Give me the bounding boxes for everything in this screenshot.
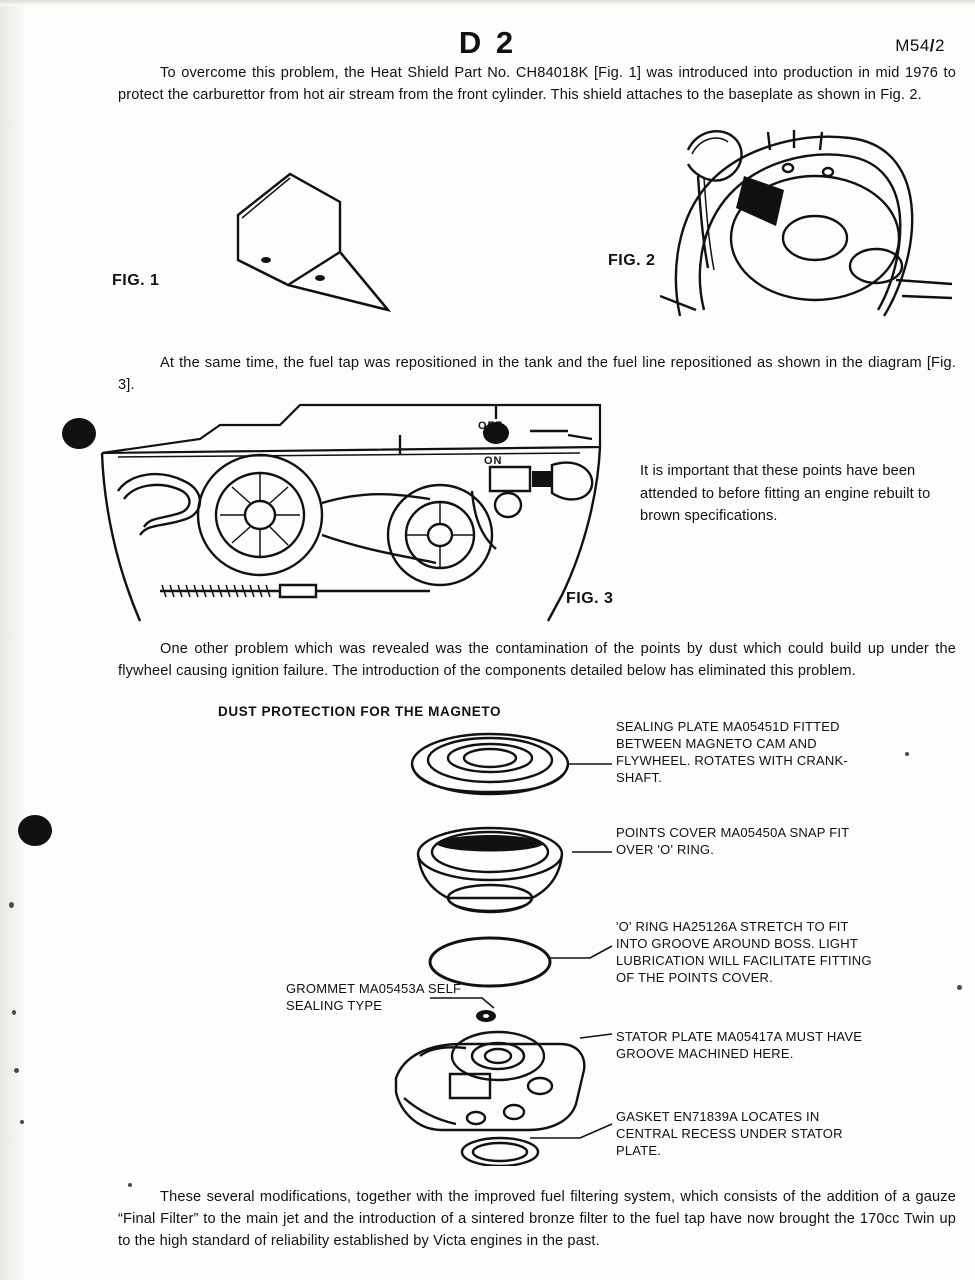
figure-3-label: FIG. 3 xyxy=(566,590,614,607)
paragraph-dust-problem: One other problem which was revealed was the contamination of the points by dust which could build up under the flywheel causing ignition failure. The introduction of the components detailed below has eliminated this problem. xyxy=(118,641,956,680)
callout-gasket: GASKET EN71839A LOCATES IN CENTRAL RECESS UNDER STATOR PLATE. xyxy=(616,1109,843,1159)
scan-speck xyxy=(14,1068,19,1073)
figure-1-heat-shield xyxy=(180,160,430,320)
fuel-tap-off-label: OFF xyxy=(478,420,503,432)
callout-o-ring: 'O' RING HA25126A STRETCH TO FIT INTO GROOVE AROUND BOSS. LIGHT LUBRICATION WILL FACILITATE FITTING OF THE POINTS COVER. xyxy=(616,919,872,986)
callout-sealing-plate: SEALING PLATE MA05451D FITTED BETWEEN MAGNETO CAM AND FLYWHEEL. ROTATES WITH CRANK-SHAFT. xyxy=(616,719,848,786)
paragraph-closing: These several modifications, together with the improved fuel filtering system, which consists of the addition of a gauze “Final Filter” to the main jet and the introduction of a sintered bronze filter to the fuel tap have now brought the 170cc Twin up to the high standard of reliability established by Victa engines in the past. xyxy=(118,1189,956,1250)
punch-hole-top xyxy=(62,418,96,449)
scan-speck xyxy=(20,1120,24,1124)
scan-edge-left xyxy=(0,0,26,1280)
punch-hole-bottom xyxy=(18,815,52,846)
callout-grommet: GROMMET MA05453A SELF SEALING TYPE xyxy=(286,981,462,1014)
figure-3-fuel-line xyxy=(100,395,610,625)
scan-speck xyxy=(9,902,14,908)
note-points-attended: It is important that these points have been attended to before fitting an engine rebuilt to brown specifications. xyxy=(640,463,931,525)
callout-points-cover: POINTS COVER MA05450A SNAP FIT OVER 'O' RING. xyxy=(616,825,850,858)
figure-2-label: FIG. 2 xyxy=(608,252,656,269)
fuel-tap-on-label: ON xyxy=(484,455,503,467)
callout-stator-plate: STATOR PLATE MA05417A MUST HAVE GROOVE MACHINED HERE. xyxy=(616,1029,863,1062)
scan-speck xyxy=(905,752,909,756)
scan-edge-top xyxy=(0,0,975,6)
paragraph-intro: To overcome this problem, the Heat Shield Part No. CH84018K [Fig. 1] was introduced into production in mid 1976 to protect the carburettor from hot air stream from the front cylinder. This shield attaches to the baseplate as shown in Fig. 2. xyxy=(118,65,956,104)
scan-speck xyxy=(957,985,962,990)
page-ref-prefix: M54 xyxy=(895,36,930,55)
callout-leader-lines xyxy=(250,720,670,1160)
page-title: D 2 xyxy=(458,24,517,60)
dust-protection-heading: DUST PROTECTION FOR THE MAGNETO xyxy=(218,704,502,719)
figure-2-baseplate xyxy=(660,120,960,320)
scan-speck xyxy=(12,1010,16,1015)
page-ref-separator: / xyxy=(929,36,936,55)
figure-1-label: FIG. 1 xyxy=(112,272,160,289)
paragraph-fuel-tap: At the same time, the fuel tap was repositioned in the tank and the fuel line repositioned as shown in the diagram [Fig. 3]. xyxy=(118,355,956,394)
page-ref-number: 2 xyxy=(935,36,945,55)
page-reference xyxy=(895,36,945,56)
